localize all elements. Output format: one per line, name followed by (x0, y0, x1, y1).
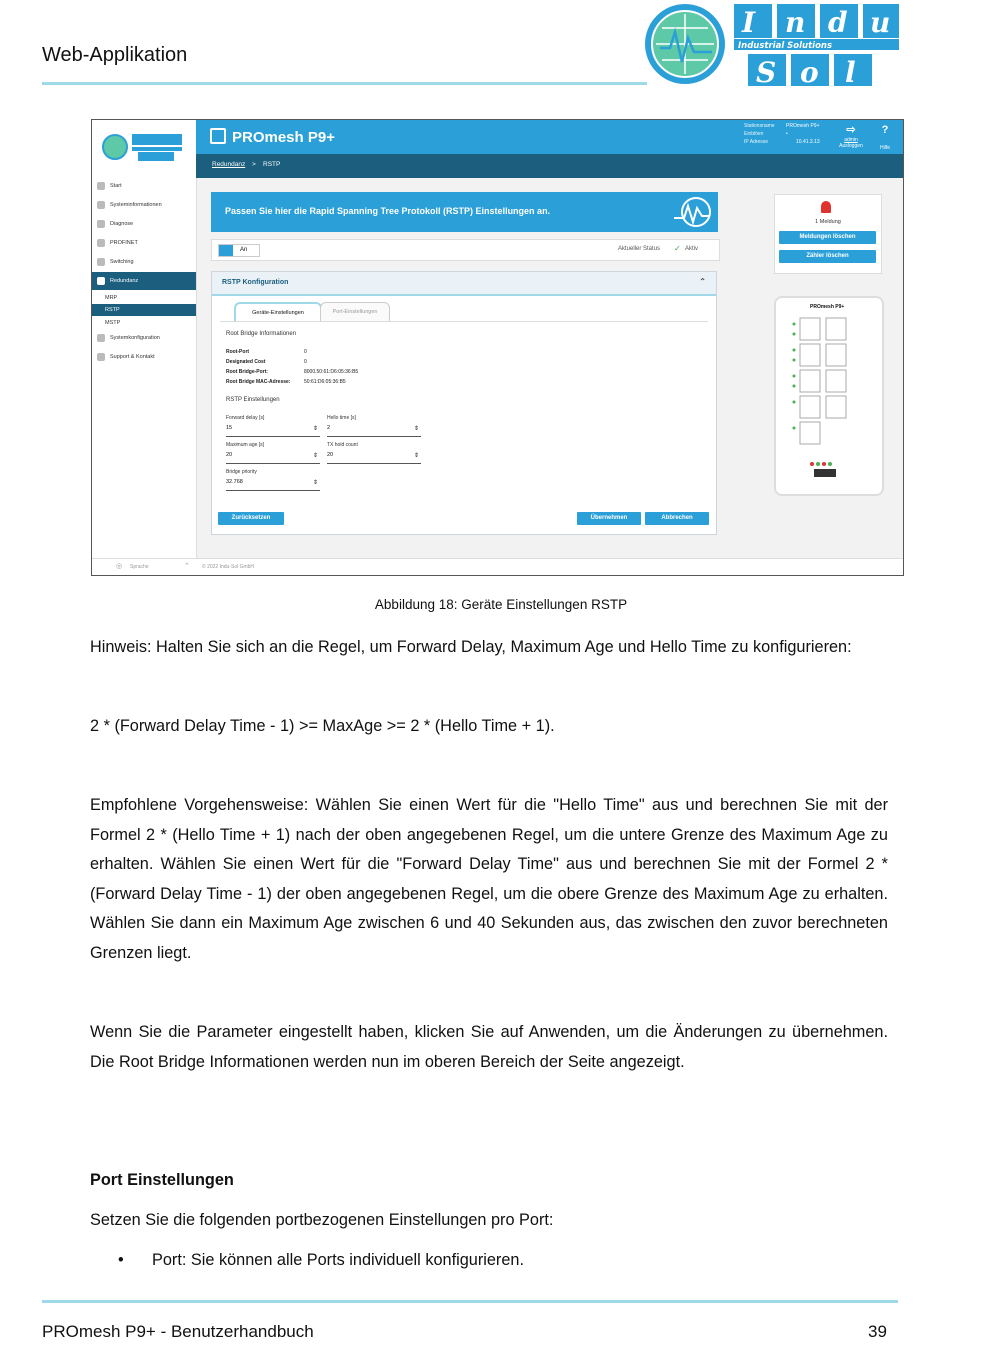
root-bridge-heading: Root Bridge Informationen (226, 331, 297, 337)
indu-sol-logo (642, 2, 900, 88)
toggle-label: An (240, 247, 248, 253)
rstp-settings-heading: RSTP Einstellungen (226, 397, 280, 403)
tx-hold-label: TX hold count (327, 442, 358, 448)
root-key: Designated Cost (226, 359, 266, 365)
sidebar-subitem-rstp[interactable]: RSTP (92, 304, 196, 316)
product-name: PROmesh P9+ (232, 129, 335, 146)
sidebar-item-support[interactable] (92, 348, 196, 366)
help-icon: ? (881, 124, 889, 136)
breadcrumb-separator: > (252, 161, 256, 168)
sidebar-subitem-mstp[interactable]: MSTP (105, 320, 121, 326)
pin-icon[interactable]: † (980, 160, 985, 170)
tab-port-settings[interactable]: Port-Einstellungen (320, 302, 390, 321)
recommendation-paragraph: Empfohlene Vorgehensweise: Wählen Sie einen Wert für die "Hello Time" aus und berechnen Sie mit der Formel 2 * (Hello Time + 1) nach der oben angegebenen Regel, um die untere Grenze des Maximum Age zu erhalten. Wählen Sie einen Wert für die "Forward Delay Time" aus und berechnen Sie mit der Formel 2 * (Forward Delay Time - 1) der oben angegebenen Regel, um die obere Grenze des Maximum Age zu erhalten. Wählen Sie dann ein Maximum Age zwischen 6 und 40 Sekunden aus, das zwischen den zuvor berechneten Grenzen liegt. (90, 796, 888, 962)
apply-paragraph: Wenn Sie die Parameter eingestellt haben, klicken Sie auf Anwenden, um die Änderungen zu übernehmen. Die Root Bridge Informationen werden nun im oberen Bereich der Seite angezeigt. (90, 1023, 888, 1071)
sidebar-subitem-mrp[interactable]: MRP (105, 295, 118, 301)
sidebar-item-systeminfo[interactable] (92, 196, 196, 214)
svg-text:I: I (742, 6, 756, 39)
gear-icon (97, 334, 105, 342)
bridge-priority-label: Bridge priority (226, 469, 257, 475)
max-age-label: Maximum age [s] (226, 442, 265, 448)
footer-rule (42, 1300, 898, 1303)
stepper-icon: ⇕ (413, 426, 419, 432)
svg-text:l: l (845, 56, 856, 89)
stepper-icon: ⇕ (312, 480, 318, 486)
reset-button[interactable]: Zurücksetzen (218, 512, 284, 525)
root-key: Root Bridge-Port: (226, 369, 268, 375)
check-icon: ✓ (674, 244, 681, 253)
svg-text:o: o (800, 56, 819, 89)
formula-paragraph: 2 * (Forward Delay Time - 1) >= MaxAge >= 2 * (Hello Time + 1). (90, 717, 555, 735)
svg-text:Industrial Solutions: Industrial Solutions (738, 41, 833, 51)
max-age-value: 20 (226, 452, 233, 458)
rstp-config-panel (211, 271, 717, 535)
screenshot-footer (92, 558, 903, 575)
svg-text:n: n (785, 6, 806, 39)
root-value: 8000.50:61:D6:05:36:B5 (304, 369, 359, 375)
status-value: Aktiv (685, 246, 699, 252)
sidebar-item-label: PROFINET (110, 240, 138, 246)
header-rule (42, 82, 647, 85)
bullet-icon: • (118, 1251, 124, 1269)
status-bar (211, 239, 720, 261)
diagnosis-icon (97, 220, 105, 228)
cancel-button[interactable]: Abbrechen (645, 512, 709, 525)
sidebar-item-redundanz[interactable] (92, 272, 196, 290)
sidebar-item-label: Redundanz (110, 278, 139, 284)
sidebar-item-start[interactable] (92, 177, 196, 195)
device-ports-graphic (784, 312, 872, 482)
sidebar-item-label: Switching (110, 259, 134, 265)
station-info-values (786, 122, 820, 146)
svg-text:S: S (756, 56, 777, 89)
toggle-switch[interactable] (218, 244, 260, 257)
logout-icon: ⇨ (846, 124, 856, 136)
root-key: Root-Port (226, 349, 250, 355)
banner-text: Passen Sie hier die Rapid Spanning Tree Protokoll (RSTP) Einstellungen an. (225, 206, 551, 216)
bridge-priority-input[interactable] (226, 479, 320, 491)
figure-caption: Abbildung 18: Geräte Einstellungen RSTP (374, 597, 628, 612)
apply-button[interactable]: Übernehmen (577, 512, 641, 525)
language-selector[interactable]: Sprache (130, 564, 149, 570)
notification-panel (774, 194, 882, 274)
sidebar-item-systemkonfiguration[interactable] (92, 329, 196, 347)
hello-time-label: Hello time [s] (327, 415, 356, 421)
tx-hold-input[interactable] (327, 452, 421, 464)
switch-icon (97, 258, 105, 266)
sidebar-item-label: Systemkonfiguration (110, 335, 160, 341)
root-value: 0 (304, 359, 307, 365)
toggle-knob (219, 245, 233, 256)
breadcrumb (196, 154, 985, 178)
tx-hold-value: 20 (327, 452, 334, 458)
network-icon (97, 239, 105, 247)
sidebar-logo (102, 132, 184, 162)
ip-value: 10.41.3.13 (796, 139, 820, 145)
panel-header[interactable] (212, 272, 716, 296)
redundancy-icon (97, 277, 105, 285)
product-logo-icon (210, 128, 226, 144)
hello-time-value: 2 (327, 425, 331, 431)
tab-device-settings[interactable]: Geräte-Einstellungen (234, 302, 322, 322)
bell-icon (821, 201, 831, 213)
root-value: 50:61:D6:05:36:B5 (304, 379, 346, 385)
globe-icon: ◎ (116, 563, 123, 570)
status-label: Aktueller Status (618, 246, 661, 252)
support-icon (97, 353, 105, 361)
hint-paragraph: Hinweis: Halten Sie sich an die Regel, um Forward Delay, Maximum Age und Hello Time zu konfigurieren: (90, 638, 852, 656)
stepper-icon: ⇕ (413, 453, 419, 459)
copyright: © 2022 Indu-Sol GmbH (202, 564, 255, 570)
device-label: PROmesh P9+ (810, 304, 845, 310)
wave-icon (672, 196, 712, 228)
max-age-input[interactable] (226, 452, 320, 464)
status-label: Einblöen (744, 131, 764, 137)
logout-button[interactable] (834, 123, 868, 151)
bridge-priority-value: 32.768 (226, 479, 243, 485)
breadcrumb-current: RSTP (263, 161, 281, 168)
sidebar-item-label: Start (110, 183, 122, 189)
page-number: 39 (868, 1322, 887, 1341)
footer-title: PROmesh P9+ - Benutzerhandbuch (42, 1322, 314, 1341)
sidebar (92, 120, 197, 575)
home-icon (97, 182, 105, 190)
help-label: Hilfe (879, 145, 890, 151)
reset-counters-button[interactable]: Zähler löschen (779, 250, 876, 263)
delete-messages-button[interactable]: Meldungen löschen (779, 231, 876, 244)
svg-text:u: u (870, 6, 891, 39)
device-image (774, 296, 884, 496)
user-name: admin (844, 137, 858, 143)
sidebar-item-label: Diagnose (110, 221, 134, 227)
forward-delay-input[interactable] (226, 425, 320, 437)
stepper-icon: ⇕ (312, 453, 318, 459)
rstp-screenshot (91, 119, 985, 576)
page-header-title: Web-Applikation (42, 44, 188, 66)
root-key: Root Bridge MAC-Adresse: (226, 379, 291, 385)
help-button[interactable] (868, 123, 902, 151)
tab-divider (220, 321, 708, 322)
sidebar-item-diagnose[interactable] (92, 215, 196, 233)
notification-count: 1 Meldung (815, 219, 841, 225)
station-label: Stationsname (744, 123, 775, 129)
forward-delay-value: 15 (226, 425, 233, 431)
ip-label: IP Adresse (744, 139, 769, 145)
station-info-labels (744, 122, 775, 146)
hello-time-input[interactable] (327, 425, 421, 437)
status-value: • (786, 131, 788, 137)
root-value: 0 (304, 349, 307, 355)
info-banner (211, 192, 718, 232)
info-icon (97, 201, 105, 209)
breadcrumb-parent[interactable]: Redundanz (212, 161, 246, 168)
svg-text:d: d (828, 6, 848, 39)
top-bar (196, 120, 903, 154)
section-intro: Setzen Sie die folgenden portbezogenen Einstellungen pro Port: (90, 1211, 554, 1229)
forward-delay-label: Forward delay [s] (226, 415, 265, 421)
stepper-icon: ⇕ (312, 426, 318, 432)
chevron-up-icon[interactable]: ⌃ (184, 563, 190, 570)
list-item: Port: Sie können alle Ports individuell konfigurieren. (152, 1251, 524, 1269)
panel-title: RSTP Konfiguration (222, 279, 289, 286)
section-heading: Port Einstellungen (90, 1171, 234, 1189)
sidebar-item-profinet[interactable] (92, 234, 196, 252)
product-title (210, 128, 335, 146)
sidebar-item-label: Support & Kontakt (110, 354, 155, 360)
station-value: PROmesh P9+ (786, 123, 820, 129)
logout-label: Ausloggen (839, 143, 863, 149)
sidebar-item-switching[interactable] (92, 253, 196, 271)
sidebar-item-label: Systeminformationen (110, 202, 162, 208)
chevron-up-icon[interactable]: ⌃ (699, 277, 706, 286)
